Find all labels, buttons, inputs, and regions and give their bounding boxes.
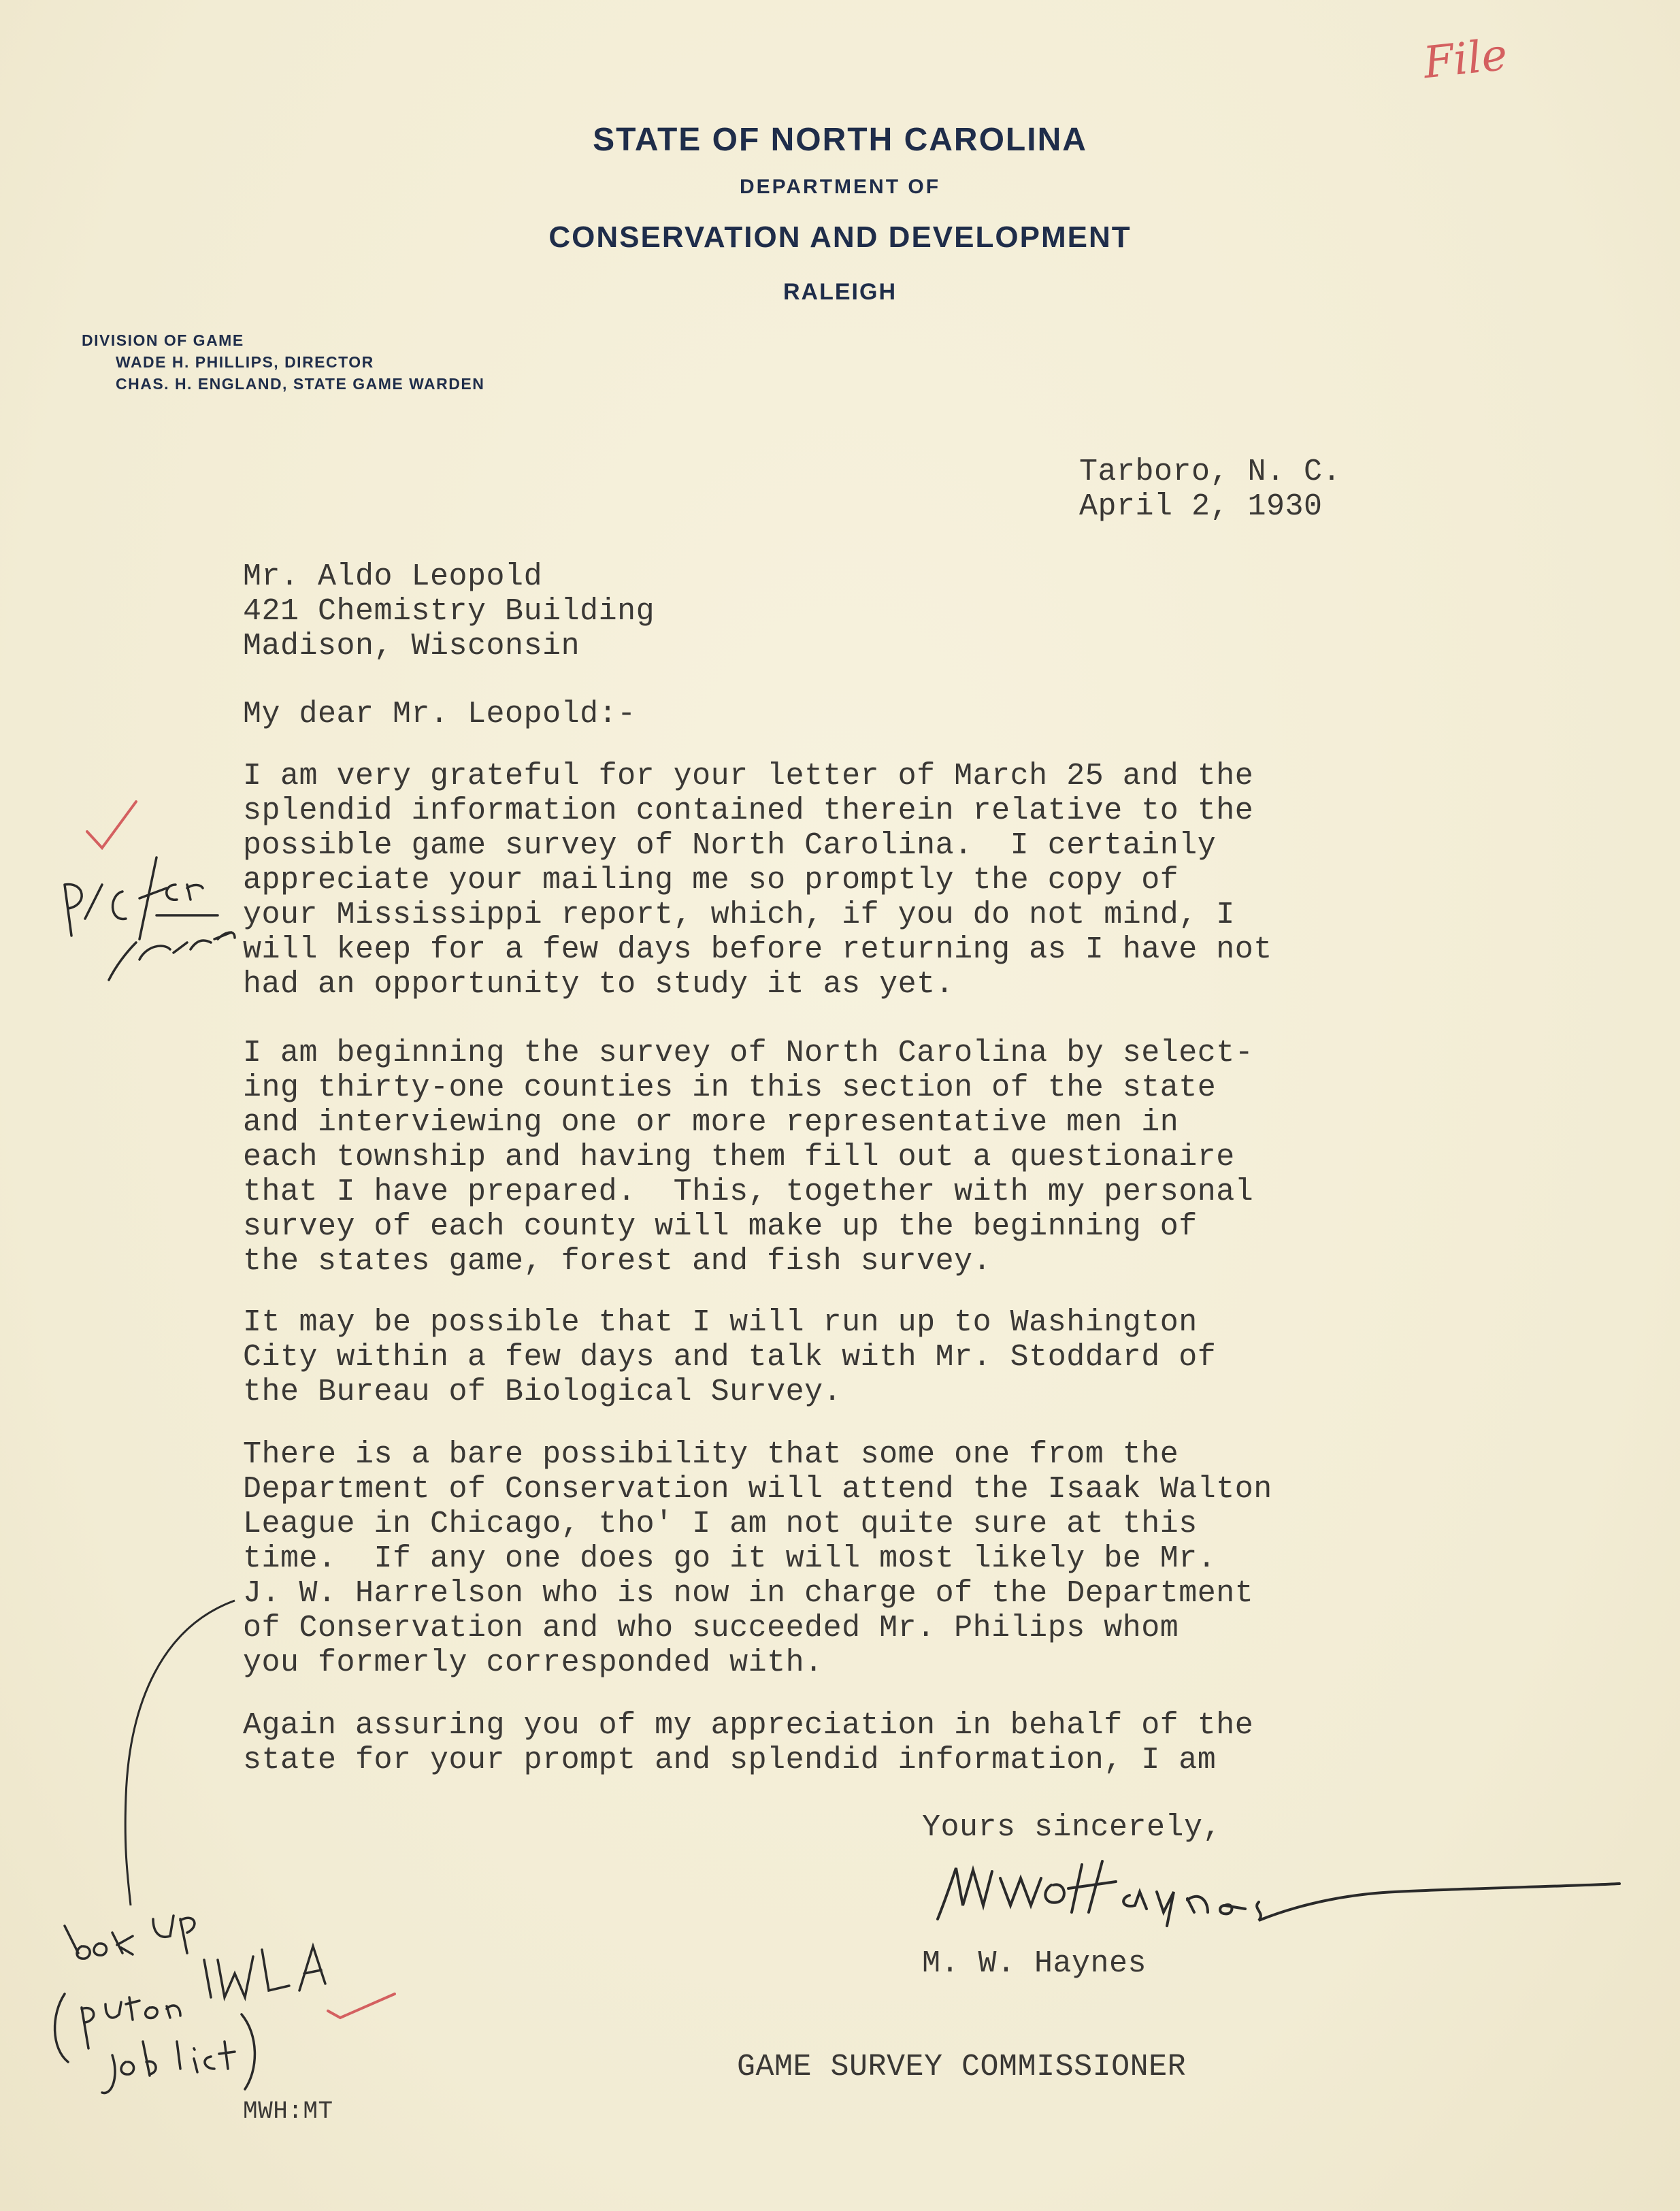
text-line: your Mississippi report, which, if you do not mind, I (243, 898, 1235, 932)
reference-initials: MWH:MT (243, 2097, 333, 2125)
margin-note-look-up (55, 1916, 325, 2093)
pointer-line (125, 1601, 235, 1905)
signature (938, 1861, 1619, 1926)
text-line: It may be possible that I will run up to Washington (243, 1305, 1198, 1340)
text-line: City within a few days and talk with Mr. Stoddard of (243, 1340, 1217, 1375)
text-line: League in Chicago, tho' I am not quite sure at this (243, 1507, 1198, 1541)
dateline-place: Tarboro, N. C. (1079, 455, 1342, 489)
text-line: time. If any one does go it will most likely be Mr. (243, 1541, 1217, 1576)
red-check-mark (87, 802, 136, 848)
typed-name: M. W. Haynes (922, 1946, 1147, 1981)
dateline-date: April 2, 1930 (1079, 489, 1323, 524)
letterhead-city: RALEIGH (783, 279, 897, 305)
address-line: Mr. Aldo Leopold (243, 559, 543, 594)
letterhead-state: STATE OF NORTH CAROLINA (593, 122, 1087, 158)
text-line: splendid information contained therein relative to the (243, 793, 1254, 828)
text-line: each township and having them fill out a questionaire (243, 1140, 1235, 1175)
text-line: appreciate your mailing me so promptly the copy of (243, 863, 1179, 898)
text-line: possible game survey of North Carolina. I certainly (243, 828, 1217, 863)
text-line: survey of each county will make up the beginning of (243, 1209, 1198, 1244)
text-line: the states game, forest and fish survey. (243, 1244, 992, 1279)
red-dash-mark (328, 1994, 395, 2018)
text-line: the Bureau of Biological Survey. (243, 1375, 842, 1409)
division-director: WADE H. PHILLIPS, DIRECTOR (116, 353, 374, 371)
text-line: and interviewing one or more representative men in (243, 1105, 1179, 1140)
text-line: J. W. Harrelson who is now in charge of the Department (243, 1576, 1254, 1611)
margin-note-return (65, 857, 235, 980)
text-line: will keep for a few days before returning as I have not (243, 932, 1272, 967)
text-line: had an opportunity to study it as yet. (243, 967, 955, 1002)
letterhead-conservation: CONSERVATION AND DEVELOPMENT (548, 220, 1132, 254)
text-line: I am beginning the survey of North Carolina by select- (243, 1036, 1254, 1070)
text-line: Again assuring you of my appreciation in behalf of the (243, 1708, 1254, 1743)
text-line: that I have prepared. This, together with my personal (243, 1175, 1254, 1209)
text-line: I am very grateful for your letter of March 25 and the (243, 759, 1254, 793)
file-annotation: File (1421, 29, 1510, 89)
text-line: Department of Conservation will attend the Isaak Walton (243, 1472, 1272, 1507)
text-line: ing thirty-one counties in this section of the state (243, 1070, 1217, 1105)
division-warden: CHAS. H. ENGLAND, STATE GAME WARDEN (116, 375, 485, 393)
text-line: There is a bare possibility that some one from the (243, 1437, 1179, 1472)
letterhead-department-of: DEPARTMENT OF (739, 176, 941, 198)
closing: Yours sincerely, (922, 1810, 1222, 1845)
division-name: DIVISION OF GAME (82, 331, 244, 349)
signer-title: GAME SURVEY COMMISSIONER (737, 2050, 1187, 2084)
text-line: you formerly corresponded with. (243, 1645, 823, 1680)
text-line: state for your prompt and splendid information, I am (243, 1743, 1217, 1778)
salutation: My dear Mr. Leopold:- (243, 697, 636, 732)
address-line: Madison, Wisconsin (243, 629, 580, 664)
address-line: 421 Chemistry Building (243, 594, 655, 629)
text-line: of Conservation and who succeeded Mr. Philips whom (243, 1611, 1179, 1645)
